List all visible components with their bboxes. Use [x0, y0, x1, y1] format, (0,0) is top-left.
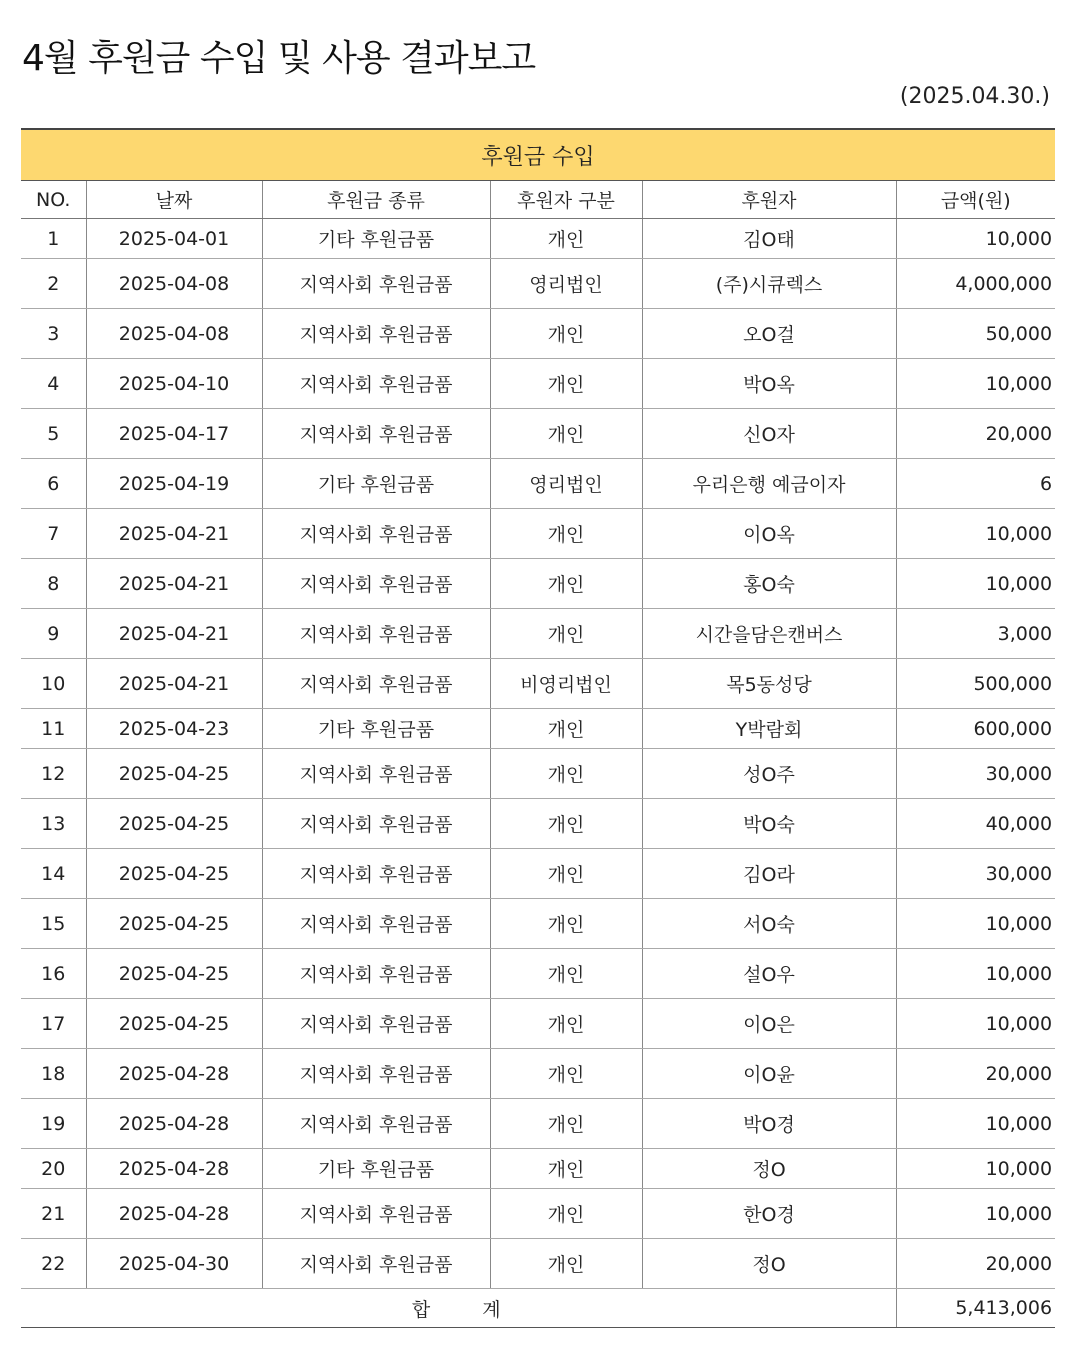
cell-donor: 박O옥: [642, 359, 896, 409]
cell-date: 2025-04-17: [86, 409, 262, 459]
cell-category: 개인: [490, 559, 642, 609]
column-header-no: NO.: [21, 181, 86, 219]
cell-no: 18: [21, 1049, 86, 1099]
cell-amount: 10,000: [896, 219, 1055, 259]
column-header-amount: 금액(원): [896, 181, 1055, 219]
cell-donor: 김O라: [642, 849, 896, 899]
page-title: 4월 후원금 수입 및 사용 결과보고: [22, 38, 536, 79]
cell-donor: 박O경: [642, 1099, 896, 1149]
cell-type: 지역사회 후원금품: [262, 1189, 490, 1239]
cell-type: 지역사회 후원금품: [262, 559, 490, 609]
cell-type: 기타 후원금품: [262, 219, 490, 259]
cell-no: 6: [21, 459, 86, 509]
cell-donor: 이O은: [642, 999, 896, 1049]
cell-donor: 이O윤: [642, 1049, 896, 1099]
cell-category: 개인: [490, 799, 642, 849]
cell-date: 2025-04-30: [86, 1239, 262, 1289]
cell-category: 개인: [490, 219, 642, 259]
column-header-donor: 후원자: [642, 181, 896, 219]
cell-amount: 6: [896, 459, 1055, 509]
table-row: [21, 259, 1055, 309]
table-row: [21, 709, 1055, 749]
cell-category: 개인: [490, 849, 642, 899]
cell-type: 지역사회 후원금품: [262, 1049, 490, 1099]
cell-no: 19: [21, 1099, 86, 1149]
cell-amount: 20,000: [896, 1239, 1055, 1289]
cell-type: 지역사회 후원금품: [262, 749, 490, 799]
cell-type: 지역사회 후원금품: [262, 509, 490, 559]
cell-date: 2025-04-01: [86, 219, 262, 259]
table-row: [21, 409, 1055, 459]
cell-donor: 시간을담은캔버스: [642, 609, 896, 659]
cell-amount: 10,000: [896, 949, 1055, 999]
cell-no: 11: [21, 709, 86, 749]
cell-type: 기타 후원금품: [262, 1149, 490, 1189]
cell-date: 2025-04-19: [86, 459, 262, 509]
table-row: [21, 309, 1055, 359]
cell-category: 개인: [490, 999, 642, 1049]
cell-amount: 3,000: [896, 609, 1055, 659]
table-row: [21, 1239, 1055, 1289]
cell-amount: 40,000: [896, 799, 1055, 849]
cell-category: 비영리법인: [490, 659, 642, 709]
cell-type: 지역사회 후원금품: [262, 899, 490, 949]
report-date: (2025.04.30.): [899, 84, 1050, 109]
cell-date: 2025-04-28: [86, 1149, 262, 1189]
cell-amount: 10,000: [896, 1189, 1055, 1239]
cell-no: 1: [21, 219, 86, 259]
table-header-row: [21, 181, 1055, 219]
cell-no: 22: [21, 1239, 86, 1289]
cell-date: 2025-04-21: [86, 609, 262, 659]
cell-no: 16: [21, 949, 86, 999]
cell-donor: (주)시큐렉스: [642, 259, 896, 309]
cell-no: 20: [21, 1149, 86, 1189]
cell-amount: 20,000: [896, 409, 1055, 459]
cell-donor: 정O: [642, 1149, 896, 1189]
cell-type: 지역사회 후원금품: [262, 409, 490, 459]
cell-category: 개인: [490, 1189, 642, 1239]
cell-date: 2025-04-21: [86, 559, 262, 609]
cell-donor: 서O숙: [642, 899, 896, 949]
cell-type: 기타 후원금품: [262, 459, 490, 509]
cell-donor: 목5동성당: [642, 659, 896, 709]
cell-date: 2025-04-25: [86, 799, 262, 849]
column-header-category: 후원자 구분: [490, 181, 642, 219]
cell-category: 개인: [490, 899, 642, 949]
cell-donor: Y박람회: [642, 709, 896, 749]
table-row: [21, 359, 1055, 409]
table-row: [21, 799, 1055, 849]
cell-amount: 600,000: [896, 709, 1055, 749]
cell-donor: 정O: [642, 1239, 896, 1289]
column-header-type: 후원금 종류: [262, 181, 490, 219]
cell-amount: 10,000: [896, 899, 1055, 949]
section-banner: [21, 129, 1055, 181]
cell-date: 2025-04-21: [86, 659, 262, 709]
cell-amount: 10,000: [896, 559, 1055, 609]
cell-donor: 성O주: [642, 749, 896, 799]
cell-type: 지역사회 후원금품: [262, 659, 490, 709]
total-label: 합계: [21, 1289, 896, 1328]
cell-amount: 10,000: [896, 509, 1055, 559]
table-row: [21, 999, 1055, 1049]
cell-date: 2025-04-10: [86, 359, 262, 409]
cell-category: 개인: [490, 1149, 642, 1189]
cell-type: 지역사회 후원금품: [262, 1239, 490, 1289]
cell-no: 10: [21, 659, 86, 709]
cell-category: 개인: [490, 1099, 642, 1149]
cell-type: 지역사회 후원금품: [262, 799, 490, 849]
table-row: [21, 509, 1055, 559]
cell-date: 2025-04-25: [86, 899, 262, 949]
cell-donor: 홍O숙: [642, 559, 896, 609]
cell-donor: 한O경: [642, 1189, 896, 1239]
cell-type: 지역사회 후원금품: [262, 259, 490, 309]
donation-income-table: [21, 128, 1055, 1328]
cell-type: 지역사회 후원금품: [262, 949, 490, 999]
cell-no: 17: [21, 999, 86, 1049]
cell-donor: 오O걸: [642, 309, 896, 359]
cell-amount: 30,000: [896, 849, 1055, 899]
cell-donor: 신O자: [642, 409, 896, 459]
total-amount: 5,413,006: [896, 1289, 1055, 1328]
table-row: [21, 1099, 1055, 1149]
cell-type: 지역사회 후원금품: [262, 309, 490, 359]
cell-date: 2025-04-25: [86, 999, 262, 1049]
cell-donor: 우리은행 예금이자: [642, 459, 896, 509]
table-row: [21, 1049, 1055, 1099]
table-row: [21, 949, 1055, 999]
cell-type: 지역사회 후원금품: [262, 1099, 490, 1149]
cell-date: 2025-04-23: [86, 709, 262, 749]
cell-no: 15: [21, 899, 86, 949]
table-row: [21, 219, 1055, 259]
table-row: [21, 559, 1055, 609]
cell-no: 21: [21, 1189, 86, 1239]
cell-date: 2025-04-28: [86, 1049, 262, 1099]
cell-amount: 500,000: [896, 659, 1055, 709]
cell-category: 개인: [490, 1049, 642, 1099]
cell-date: 2025-04-25: [86, 849, 262, 899]
table-row: [21, 459, 1055, 509]
cell-donor: 김O태: [642, 219, 896, 259]
cell-category: 개인: [490, 509, 642, 559]
cell-category: 개인: [490, 709, 642, 749]
total-row: [21, 1289, 1055, 1328]
cell-no: 2: [21, 259, 86, 309]
cell-date: 2025-04-28: [86, 1189, 262, 1239]
cell-category: 개인: [490, 609, 642, 659]
table-row: [21, 849, 1055, 899]
cell-amount: 10,000: [896, 1099, 1055, 1149]
table-row: [21, 899, 1055, 949]
cell-date: 2025-04-21: [86, 509, 262, 559]
cell-amount: 50,000: [896, 309, 1055, 359]
column-header-date: 날짜: [86, 181, 262, 219]
cell-no: 13: [21, 799, 86, 849]
cell-no: 4: [21, 359, 86, 409]
cell-type: 지역사회 후원금품: [262, 359, 490, 409]
cell-category: 개인: [490, 949, 642, 999]
table-row: [21, 659, 1055, 709]
table-row: [21, 609, 1055, 659]
table-row: [21, 749, 1055, 799]
cell-donor: 설O우: [642, 949, 896, 999]
cell-date: 2025-04-08: [86, 309, 262, 359]
cell-category: 개인: [490, 749, 642, 799]
cell-date: 2025-04-25: [86, 749, 262, 799]
table-row: [21, 1149, 1055, 1189]
cell-no: 5: [21, 409, 86, 459]
cell-amount: 10,000: [896, 359, 1055, 409]
cell-amount: 4,000,000: [896, 259, 1055, 309]
cell-amount: 10,000: [896, 1149, 1055, 1189]
cell-no: 8: [21, 559, 86, 609]
cell-donor: 박O숙: [642, 799, 896, 849]
cell-amount: 20,000: [896, 1049, 1055, 1099]
table-row: [21, 1189, 1055, 1239]
cell-donor: 이O옥: [642, 509, 896, 559]
cell-no: 3: [21, 309, 86, 359]
cell-type: 지역사회 후원금품: [262, 609, 490, 659]
cell-no: 9: [21, 609, 86, 659]
cell-category: 영리법인: [490, 459, 642, 509]
cell-category: 개인: [490, 359, 642, 409]
cell-date: 2025-04-08: [86, 259, 262, 309]
cell-no: 12: [21, 749, 86, 799]
section-title: 후원금 수입: [21, 129, 1055, 181]
cell-category: 영리법인: [490, 259, 642, 309]
cell-date: 2025-04-28: [86, 1099, 262, 1149]
cell-date: 2025-04-25: [86, 949, 262, 999]
cell-type: 지역사회 후원금품: [262, 849, 490, 899]
cell-no: 7: [21, 509, 86, 559]
cell-type: 지역사회 후원금품: [262, 999, 490, 1049]
cell-no: 14: [21, 849, 86, 899]
cell-category: 개인: [490, 1239, 642, 1289]
cell-category: 개인: [490, 309, 642, 359]
cell-amount: 10,000: [896, 999, 1055, 1049]
cell-category: 개인: [490, 409, 642, 459]
cell-amount: 30,000: [896, 749, 1055, 799]
cell-type: 기타 후원금품: [262, 709, 490, 749]
